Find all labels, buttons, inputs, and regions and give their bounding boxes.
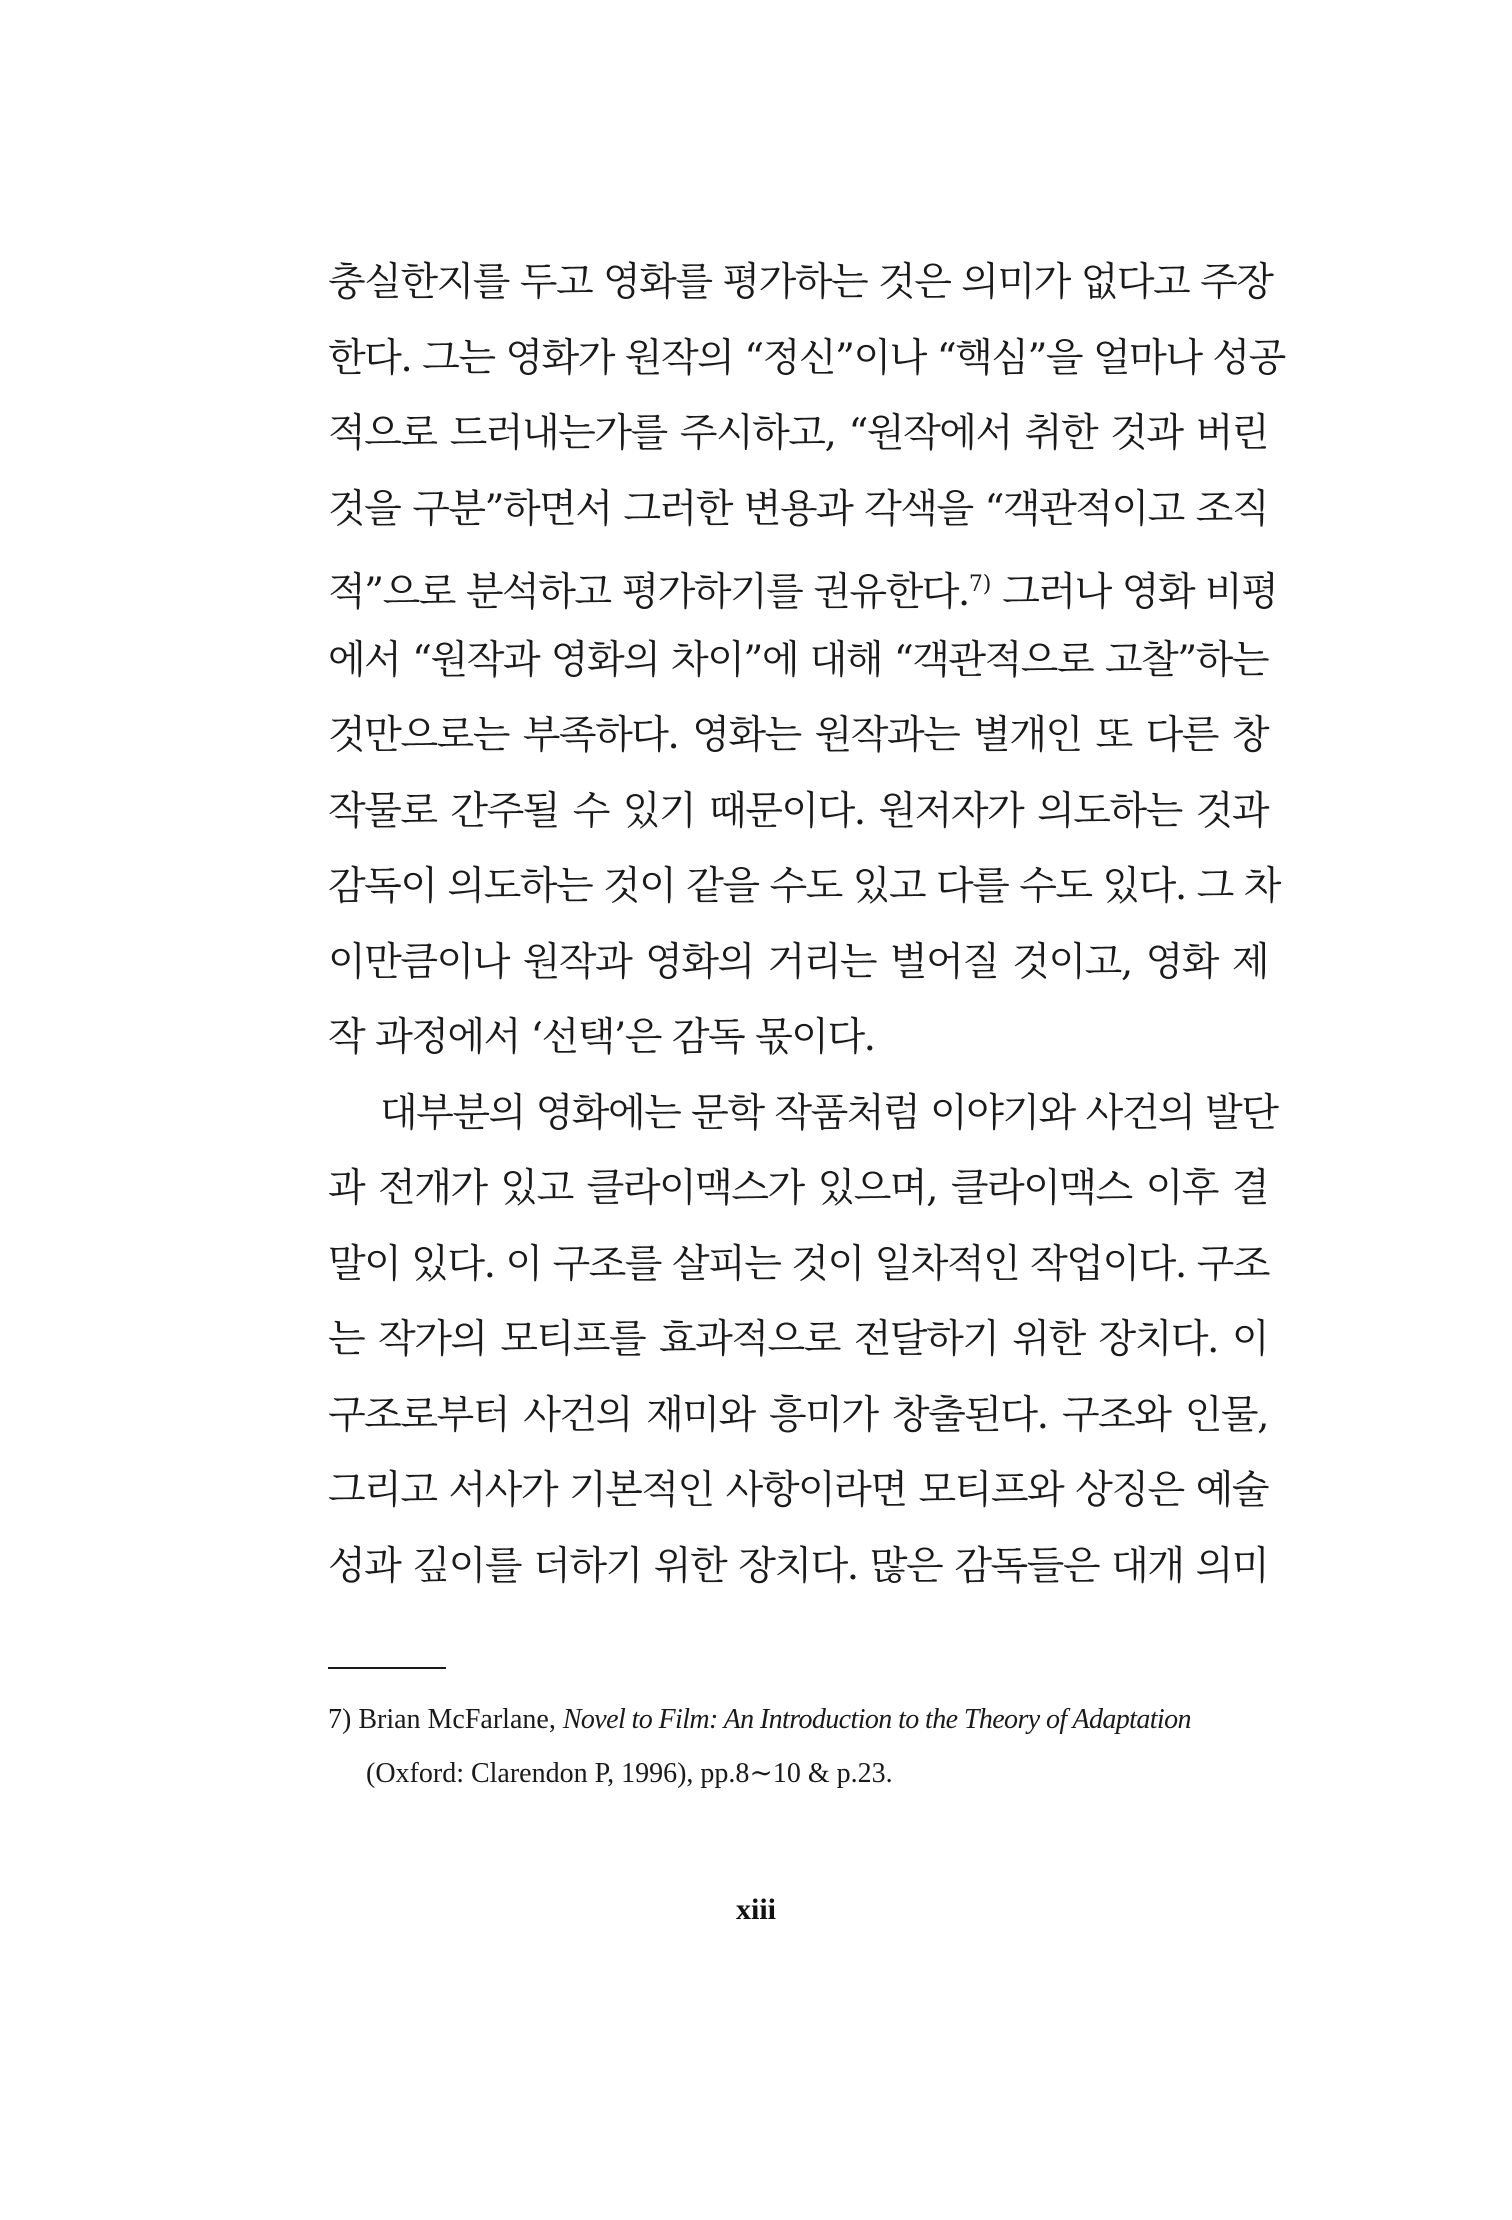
body-text — [328, 245, 1285, 1604]
text-line: 이만큼이나 원작과 영화의 거리는 벌어질 것이고, 영화 제 — [328, 939, 1268, 985]
text-line: 성과 깊이를 더하기 위한 장치다. 많은 감독들은 대개 의미 — [328, 1543, 1268, 1589]
text-line: 과 전개가 있고 클라이맥스가 있으며, 클라이맥스 이후 결 — [328, 1166, 1268, 1211]
text-line: 구조로부터 사건의 재미와 흥미가 창출된다. 구조와 인물, — [328, 1392, 1268, 1438]
text-line: 는 작가의 모티프를 효과적으로 전달하기 위한 장치다. 이 — [328, 1317, 1268, 1362]
text-line: 그리고 서사가 기본적인 사항이라면 모티프와 상징은 예술 — [328, 1468, 1268, 1513]
text-line — [328, 547, 1278, 623]
footnote-reference[interactable]: 7) — [968, 572, 992, 597]
text-line: 작물로 간주될 수 있기 때문이다. 원저자가 의도하는 것과 — [328, 788, 1268, 834]
footnote-number: 7) — [328, 1704, 352, 1735]
text-line: 말이 있다. 이 구조를 살피는 것이 일차적인 작업이다. 구조 — [328, 1241, 1269, 1287]
footnote-publication: (Oxford: Clarendon P, 1996), pp.8∼10 & p.23. — [366, 1758, 893, 1789]
paragraph-end-line: 작 과정에서 ‘선택’은 감독 몫이다. — [328, 1015, 875, 1060]
text-line: 것만으로는 부족하다. 영화는 원작과는 별개인 또 다른 창 — [328, 713, 1268, 758]
footnote-divider — [328, 1667, 446, 1669]
text-line: 감독이 의도하는 것이 같을 수도 있고 다를 수도 있다. 그 차 — [328, 864, 1280, 909]
text-line: 에서 “원작과 영화의 차이”에 대해 “객관적으로 고찰”하는 — [328, 637, 1268, 683]
text-line: 것을 구분”하면서 그러한 변용과 각색을 “객관적이고 조직 — [328, 486, 1268, 532]
text-segment: 적”으로 분석하고 평가하기를 권유한다. — [328, 570, 969, 615]
paragraph-start-line: 대부분의 영화에는 문학 작품처럼 이야기와 사건의 발단 — [380, 1090, 1278, 1136]
text-line: 한다. 그는 영화가 원작의 “정신”이나 “핵심”을 얼마나 성공 — [328, 335, 1285, 381]
footnote — [328, 1693, 1268, 1801]
text-line: 적으로 드러내는가를 주시하고, “원작에서 취한 것과 버린 — [328, 411, 1268, 456]
footnote-title: Novel to Film: An Introduction to the Theory of Adaptation — [562, 1704, 1191, 1735]
page-number: xiii — [735, 1893, 776, 1926]
footnote-author: Brian McFarlane, — [351, 1704, 563, 1735]
footnote-line — [328, 1693, 1268, 1747]
text-line: 충실한지를 두고 영화를 평가하는 것은 의미가 없다고 주장 — [328, 260, 1273, 305]
text-segment: 그러나 영화 비평 — [991, 570, 1278, 615]
